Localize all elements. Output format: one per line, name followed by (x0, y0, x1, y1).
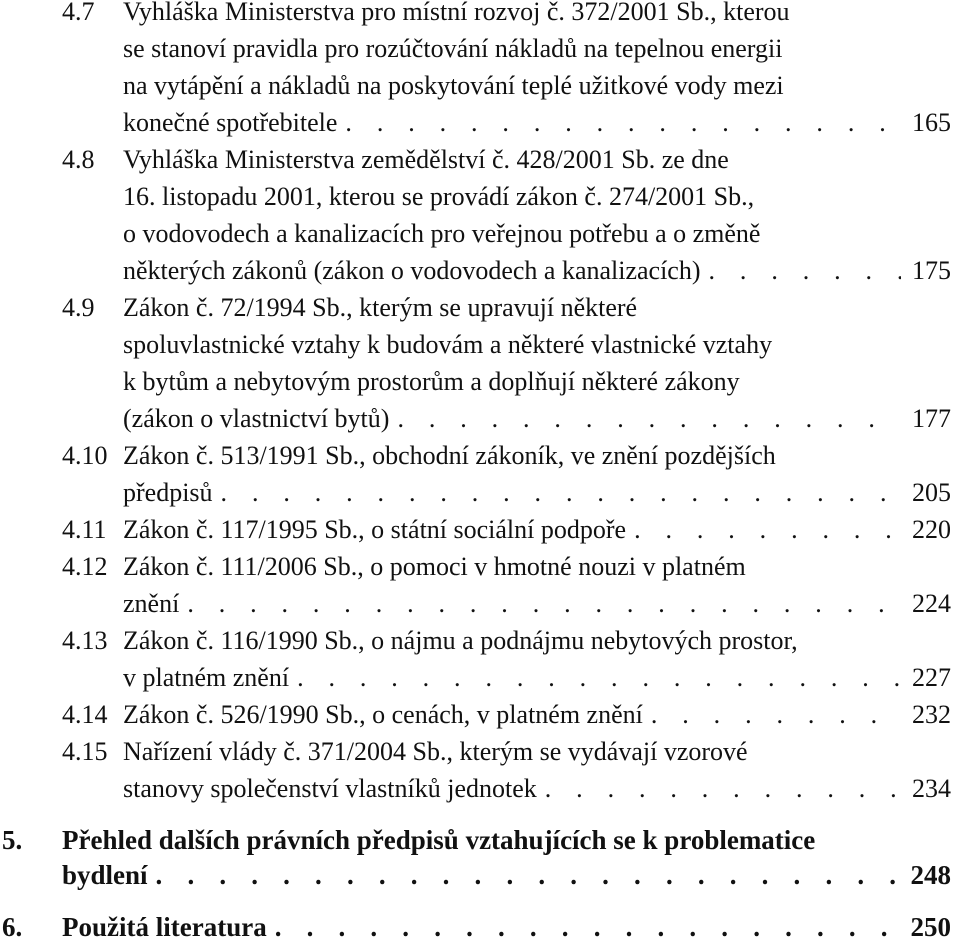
dot-leader (634, 512, 901, 548)
toc-page-number: 248 (910, 860, 951, 890)
toc-entry-link[interactable] (123, 512, 951, 548)
toc-entry-link[interactable] (123, 475, 951, 511)
dot-leader (156, 857, 901, 893)
toc-entry-title-line: Vyhláška Ministerstva pro místní rozvoj č. 372/2001 Sb., kterou (123, 0, 790, 26)
toc-entry-title-line: k bytům a nebytovým prostorům a doplňují některé zákony (123, 367, 740, 396)
dot-leader (651, 697, 901, 733)
toc-entry-title-line: Zákon č. 513/1991 Sb., obchodní zákoník, ve znění pozdějších (123, 441, 776, 470)
toc-page-number: 224 (912, 589, 951, 618)
toc-page-number: 220 (912, 515, 951, 544)
toc-entry-title-line: se stanoví pravidla pro rozúčtování nákladů na tepelnou energii (123, 34, 783, 63)
toc-section-title-line: Přehled dalších právních předpisů vztahujících se k problematice (62, 825, 816, 855)
toc-entry-title-line: Nařízení vlády č. 371/2004 Sb., kterým se vydávají vzorové (123, 737, 748, 766)
toc-entry-title-line: Zákon č. 111/2006 Sb., o pomoci v hmotné nouzi v platném (123, 552, 746, 581)
dot-leader (187, 586, 901, 622)
dot-leader (709, 253, 901, 289)
toc-entry-link[interactable] (123, 105, 951, 141)
toc-section-number: 6. (2, 912, 23, 942)
toc-entry-number: 4.7 (62, 0, 95, 26)
dot-leader (345, 105, 901, 141)
toc-entry-title-line: znění (123, 589, 180, 618)
toc-entry-title-line: některých zákonů (zákon o vodovodech a kanalizacích) (123, 256, 701, 285)
toc-entry-link[interactable] (123, 660, 951, 696)
toc-entry-number: 4.14 (62, 700, 108, 729)
dot-leader (221, 475, 901, 511)
toc-section-title-line: bydlení (62, 860, 148, 890)
dot-leader (397, 401, 901, 437)
toc-entry-title-line: na vytápění a nákladů na poskytování teplé užitkové vody mezi (123, 71, 784, 100)
toc-page-number: 227 (912, 663, 951, 692)
toc-entry-title-line: o vodovodech a kanalizacích pro veřejnou potřebu a o změně (123, 219, 761, 248)
toc-entry-title-line: Zákon č. 72/1994 Sb., kterým se upravují některé (123, 293, 638, 322)
toc-entry-number: 4.12 (62, 552, 108, 581)
toc-section-link[interactable] (62, 857, 951, 893)
toc-page-number: 205 (912, 478, 951, 507)
toc-entry-title-line: (zákon o vlastnictví bytů) (123, 404, 390, 433)
toc-entry-title-line: Zákon č. 116/1990 Sb., o nájmu a podnájmu nebytových prostor, (123, 626, 798, 655)
dot-leader (297, 660, 901, 696)
toc-entry-number: 4.13 (62, 626, 108, 655)
toc-entry-number: 4.11 (62, 515, 107, 544)
toc-entry-title-line: v platném znění (123, 663, 290, 692)
toc-section-link[interactable] (62, 909, 951, 945)
toc-entry-number: 4.15 (62, 737, 108, 766)
toc-page-number: 175 (912, 256, 951, 285)
toc-entry-title-line: spoluvlastnické vztahy k budovám a některé vlastnické vztahy (123, 330, 773, 359)
toc-section-number: 5. (2, 825, 23, 855)
toc-entry-link[interactable] (123, 401, 951, 437)
toc-entry-title-line: Zákon č. 526/1990 Sb., o cenách, v platném znění (123, 700, 643, 729)
toc-section-title-line: Použitá literatura (62, 912, 267, 942)
dot-leader (545, 771, 901, 807)
toc-entry-link[interactable] (123, 586, 951, 622)
toc-entry-title-line: Zákon č. 117/1995 Sb., o státní sociální podpoře (123, 515, 627, 544)
toc-page-number: 232 (912, 700, 951, 729)
toc-entry-number: 4.10 (62, 441, 108, 470)
dot-leader (275, 909, 901, 945)
toc-page-number: 234 (912, 774, 951, 803)
toc-entry-link[interactable] (123, 697, 951, 733)
toc-entry-title-line: 16. listopadu 2001, kterou se provádí zákon č. 274/2001 Sb., (123, 182, 755, 211)
toc-entry-link[interactable] (123, 253, 951, 289)
toc-entry-title-line: stanovy společenství vlastníků jednotek (123, 774, 537, 803)
toc-page-number: 177 (912, 404, 951, 433)
toc-entry-title-line: konečné spotřebitele (123, 108, 338, 137)
toc-entry-title-line: předpisů (123, 478, 213, 507)
toc-entry-link[interactable] (123, 771, 951, 807)
toc-entry-number: 4.8 (62, 145, 95, 174)
toc-entry-number: 4.9 (62, 293, 95, 322)
toc-page-number: 165 (912, 108, 951, 137)
toc-entry-title-line: Vyhláška Ministerstva zemědělství č. 428/2001 Sb. ze dne (123, 145, 729, 174)
toc-page-number: 250 (910, 912, 951, 942)
